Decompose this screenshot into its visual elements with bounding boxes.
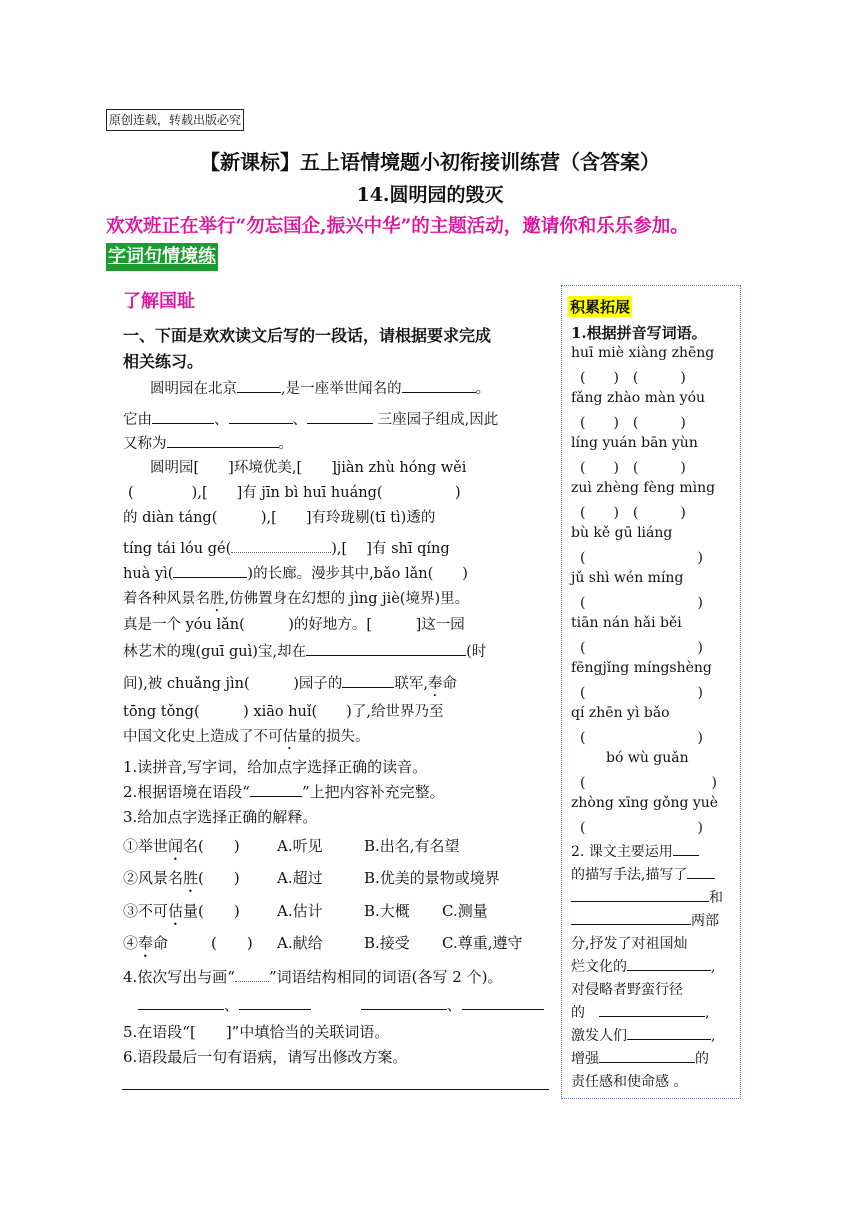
- answer-paren[interactable]: ( ): [580, 775, 717, 791]
- sidebar-q2-line: 分,抒发了对祖国灿: [571, 936, 688, 952]
- text: ③不可: [123, 902, 169, 920]
- option-row-1: [123, 835, 460, 864]
- text: 量的损失。: [297, 729, 370, 745]
- text: (: [128, 485, 134, 501]
- text: 、: [292, 412, 307, 428]
- text: 间),被 chuǎng jìn(: [123, 676, 250, 692]
- text: huà yì(: [123, 566, 174, 582]
- text: 林艺术的瑰(guī guì)宝,却在: [123, 644, 307, 660]
- answer-blank[interactable]: [306, 641, 466, 656]
- text: 。: [475, 381, 491, 397]
- text: ,: [705, 1005, 710, 1021]
- text: ,: [711, 959, 716, 975]
- pinyin-item: qí zhēn yì bǎo: [571, 705, 670, 721]
- text: ,仿佛置身在幻想的 jìng jiè(境界)里。: [224, 591, 470, 607]
- text: ]有玲珑剔(tī tì)透的: [305, 510, 436, 526]
- answer-blank[interactable]: [152, 409, 214, 424]
- text: ]有 jīn bì huī huáng(: [236, 485, 383, 501]
- para-line: [123, 613, 465, 634]
- answer-paren[interactable]: ( ) ( ): [580, 370, 686, 386]
- text: ,是一座举世闻名的: [281, 381, 402, 397]
- text: ): [462, 566, 468, 582]
- text: 烂文化的: [571, 959, 627, 975]
- text: ) xiāo huǐ(: [243, 704, 318, 720]
- option-c[interactable]: C.尊重,遵守: [442, 934, 523, 952]
- option-a[interactable]: A.估计: [277, 902, 323, 920]
- sidebar-q2-line: [571, 910, 719, 930]
- text: ),[: [331, 541, 348, 557]
- sidebar-q2-line: [571, 1025, 715, 1045]
- text: 着各种风景名: [123, 591, 210, 607]
- answer-blank[interactable]: [673, 841, 699, 856]
- task-4: [123, 966, 502, 987]
- answer-blank[interactable]: [571, 887, 709, 902]
- text: 2.根据语境在语段“: [123, 783, 250, 801]
- para-line: [123, 725, 370, 753]
- text: 的: [571, 1005, 585, 1021]
- text: 4.依次写出与画“: [123, 968, 235, 986]
- text: ②风景名: [123, 869, 184, 887]
- para-line: [123, 408, 498, 429]
- text: 又称为: [123, 436, 167, 452]
- dotted-char: 奉: [427, 676, 443, 692]
- para-line: [123, 537, 450, 558]
- option-c[interactable]: C.测量: [442, 902, 488, 920]
- para-line: [123, 587, 469, 615]
- para-line: [123, 506, 435, 527]
- text: 它由: [123, 412, 152, 428]
- text: ),[: [260, 510, 277, 526]
- answer-blank[interactable]: [571, 910, 691, 925]
- answer-blank[interactable]: [402, 378, 476, 393]
- answer-paren[interactable]: ( ): [580, 685, 703, 701]
- para-line: [128, 481, 461, 502]
- task-2: [123, 781, 445, 802]
- text: 三座园子组成,因此: [377, 412, 499, 428]
- answer-blank[interactable]: [237, 378, 281, 393]
- copyright-notice: 原创连载，转载出版必究: [106, 109, 244, 131]
- para-line: [123, 432, 293, 453]
- section-heading: 了解国耻: [123, 291, 195, 312]
- dotted-char: 估: [282, 729, 297, 745]
- dotted-char: 奉: [138, 934, 154, 952]
- pinyin-item: bó wù guǎn: [606, 750, 689, 766]
- answer-blank[interactable]: [627, 1025, 711, 1040]
- text: (时: [466, 644, 487, 660]
- text: ”词语结构相同的词语(各写 2 个)。: [268, 968, 503, 986]
- answer-blank[interactable]: [627, 956, 711, 971]
- lesson-title: 14.圆明园的毁灭: [356, 184, 504, 206]
- text: 联军,: [394, 676, 428, 692]
- answer-paren[interactable]: ( ): [580, 550, 703, 566]
- answer-paren[interactable]: ( ) ( ): [580, 460, 686, 476]
- text: )的长廊。漫步其中,bǎo lǎn(: [247, 566, 434, 582]
- dotted-char: 胜: [183, 869, 199, 887]
- sidebar-q1-title: 1.根据拼音写词语。: [571, 324, 707, 342]
- sidebar-q2-line: [571, 841, 699, 861]
- text: ①举世: [123, 837, 169, 855]
- text: 、: [446, 996, 462, 1014]
- answer-blank[interactable]: [167, 433, 279, 448]
- para-line: [150, 456, 466, 477]
- answer-paren[interactable]: ( ): [580, 820, 703, 836]
- para-line: [123, 562, 468, 583]
- answer-paren[interactable]: ( ): [211, 934, 253, 952]
- text: )的好地方。[: [288, 617, 373, 633]
- sidebar-q2-line: [571, 864, 715, 884]
- pinyin-item: zhòng xīng gǒng yuè: [571, 795, 719, 811]
- answer-paren[interactable]: 量( ): [183, 902, 240, 920]
- text: 激发人们: [571, 1028, 627, 1044]
- text: ]jiàn zhù hóng wěi: [331, 460, 467, 476]
- question-title-cont: 相关练习。: [123, 352, 204, 371]
- para-line: [123, 672, 457, 700]
- para-line: [150, 377, 490, 398]
- blank-sample: [235, 967, 269, 982]
- sidebar-q2-line: 责任感和使命感 。: [571, 1074, 688, 1090]
- pinyin-item: jǔ shì wén míng: [571, 570, 684, 586]
- para-line: [123, 700, 443, 721]
- page-title: 【新课标】五上语情境题小初衔接训练营（含答案）: [200, 150, 660, 174]
- pinyin-item: tiān nán hǎi běi: [571, 615, 682, 631]
- text: 的: [695, 1051, 709, 1067]
- text: tíng tái lóu gé(: [123, 541, 232, 557]
- option-a[interactable]: A.听见: [277, 837, 323, 855]
- text: tōng tǒng(: [123, 704, 200, 720]
- text: 增强: [571, 1051, 599, 1067]
- text: )了,给世界乃至: [346, 704, 444, 720]
- pinyin-item: huī miè xiàng zhēng: [571, 345, 715, 361]
- answer-paren[interactable]: ( ): [580, 595, 703, 611]
- text: 的描写手法,描写了: [571, 867, 688, 883]
- text: 、: [214, 412, 229, 428]
- text: 的 diàn táng(: [123, 510, 218, 526]
- question-title: 一、下面是欢欢读文后写的一段话，请根据要求完成: [123, 326, 492, 345]
- text: ”上把内容补充完整。: [301, 783, 445, 801]
- sidebar-tag: 积累拓展: [570, 298, 631, 316]
- pinyin-item: zuì zhèng fèng mìng: [571, 480, 716, 496]
- text: 2. 课文主要运用: [571, 844, 673, 860]
- option-row-2: [123, 867, 500, 896]
- text: 圆明园[: [150, 460, 200, 476]
- option-a[interactable]: A.超过: [277, 869, 323, 887]
- answer-blank[interactable]: [173, 563, 247, 578]
- sidebar-q2-line: 对侵略者野蛮行径: [571, 982, 683, 998]
- dotted-char: 估: [168, 902, 184, 920]
- answer-blank[interactable]: [229, 409, 293, 424]
- sidebar-q2-line: [571, 956, 715, 976]
- text: 两部: [691, 913, 719, 929]
- answer-paren[interactable]: ( ) ( ): [580, 505, 686, 521]
- answer-paren[interactable]: ( ): [198, 869, 240, 887]
- answer-blank[interactable]: [361, 995, 447, 1010]
- option-b[interactable]: B.大概: [364, 902, 410, 920]
- para-line: [123, 640, 486, 661]
- answer-blank[interactable]: [599, 1002, 705, 1017]
- text: ): [455, 485, 461, 501]
- answer-blank[interactable]: [307, 409, 373, 424]
- answer-paren[interactable]: ( ) ( ): [580, 415, 686, 431]
- answer-blank[interactable]: [342, 673, 394, 688]
- text: ]有 shī qíng: [366, 541, 450, 557]
- text: 命: [153, 934, 169, 952]
- answer-blank[interactable]: [239, 995, 311, 1010]
- task-1: 1.读拼音,写字词，给加点字选择正确的读音。: [123, 758, 428, 776]
- answer-paren[interactable]: ( ): [580, 730, 703, 746]
- activity-intro: 欢欢班正在举行“勿忘国企,振兴中华”的主题活动，邀请你和乐乐参加。: [106, 216, 689, 237]
- blank-sample: [250, 782, 302, 797]
- text: 。: [278, 436, 293, 452]
- option-row-3: [123, 900, 488, 929]
- dotted-char: 闻: [168, 837, 184, 855]
- answer-blank[interactable]: [138, 995, 224, 1010]
- task-5: 5.在语段“[ ]”中填恰当的关联词语。: [123, 1023, 390, 1041]
- answer-blank[interactable]: [687, 864, 715, 879]
- section-tag: 字词句情境练: [106, 243, 218, 271]
- text: 和: [709, 890, 723, 906]
- text: 中国文化史上造成了不可: [123, 729, 283, 745]
- answer-blank[interactable]: [231, 538, 331, 553]
- text: 命: [442, 676, 457, 692]
- pinyin-item: líng yuán bān yùn: [571, 435, 698, 451]
- text: 圆明园在北京: [150, 381, 237, 397]
- answer-paren[interactable]: 名( ): [183, 837, 240, 855]
- option-b[interactable]: B.出名,有名望: [364, 837, 460, 855]
- text: 真是一个 yóu lǎn(: [123, 617, 245, 633]
- answer-paren[interactable]: ( ): [580, 640, 703, 656]
- task-6: 6.语段最后一句有语病，请写出修改方案。: [123, 1048, 408, 1066]
- text: ]环境优美,[: [228, 460, 303, 476]
- pinyin-item: bù kě gū liáng: [571, 525, 673, 541]
- text: ④: [123, 934, 139, 952]
- option-b[interactable]: B.接受: [364, 934, 410, 952]
- option-b[interactable]: B.优美的景物或境界: [364, 869, 500, 887]
- pinyin-item: fǎng zhào màn yóu: [571, 390, 706, 406]
- text: ),[: [191, 485, 208, 501]
- option-row-4: [123, 932, 523, 961]
- pinyin-item: fēngjǐng míngshèng: [571, 660, 712, 676]
- text: )园子的: [293, 676, 343, 692]
- dotted-char: 胜: [210, 591, 225, 607]
- sidebar-q2-line: [571, 887, 723, 907]
- task-4-answers: [138, 994, 544, 1015]
- sidebar-q2-line: [571, 1002, 709, 1022]
- text: ]这一园: [415, 617, 465, 633]
- text: ,: [711, 1028, 716, 1044]
- answer-blank[interactable]: [462, 995, 544, 1010]
- answer-blank[interactable]: [599, 1048, 695, 1063]
- sidebar-q2-line: [571, 1048, 709, 1068]
- task-3: 3.给加点字选择正确的解释。: [123, 808, 318, 826]
- answer-line[interactable]: [122, 1089, 549, 1090]
- text: 、: [224, 996, 240, 1014]
- option-a[interactable]: A.献给: [277, 934, 323, 952]
